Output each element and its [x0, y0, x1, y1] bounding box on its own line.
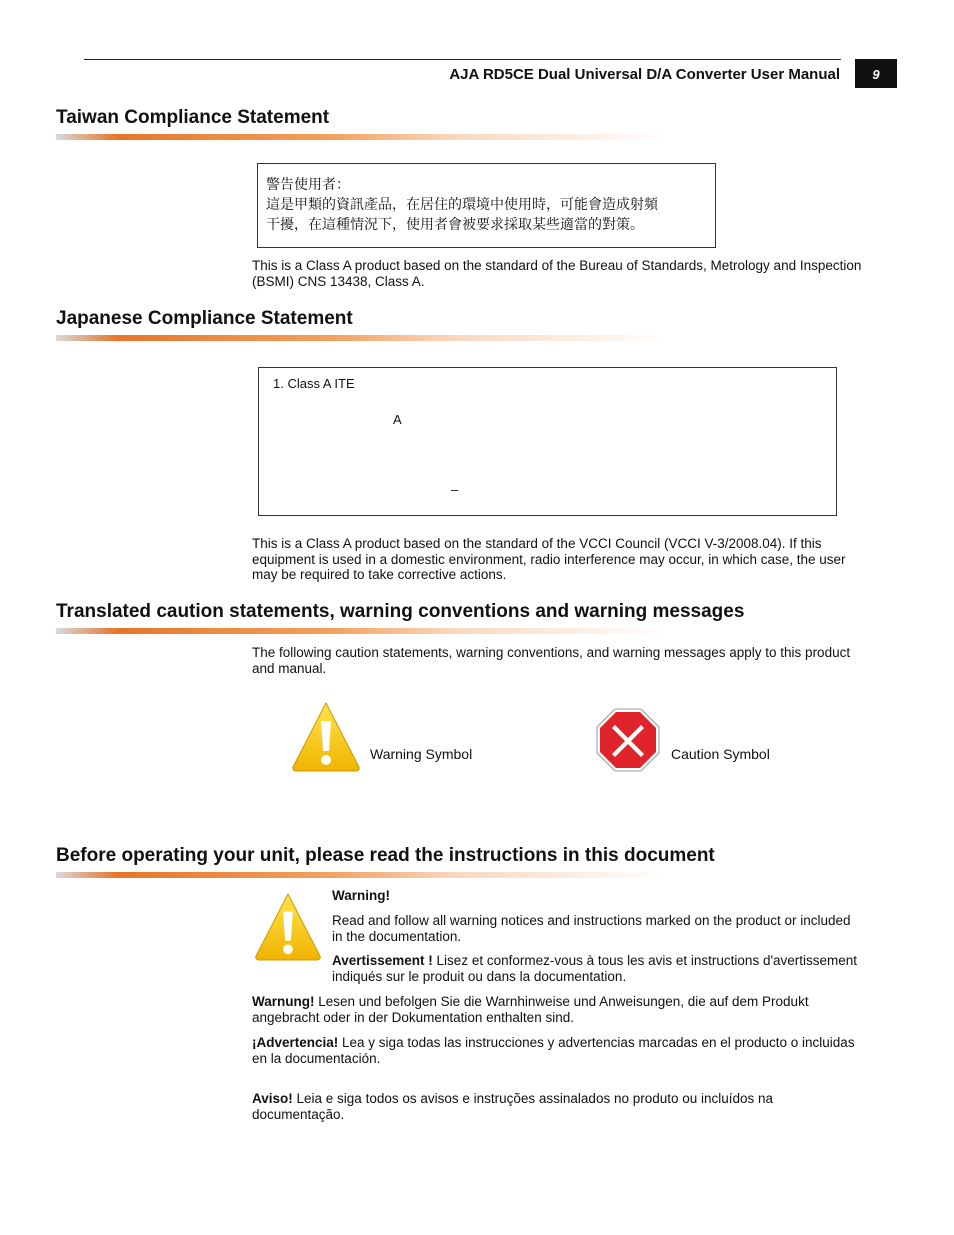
portuguese-warning-title: Aviso! — [252, 1091, 293, 1106]
french-warning-text: Lisez et conformez-vous à tous les avis et instructions d'avertissement indiqués sur le produit ou dans la documentation. — [332, 953, 858, 984]
caution-symbol-label: Caution Symbol — [671, 746, 770, 762]
heading-underline — [56, 872, 668, 878]
spanish-warning-title: ¡Advertencia! — [252, 1035, 339, 1050]
japan-box-line-2: A — [393, 412, 402, 427]
spanish-warning — [252, 1035, 864, 1066]
german-warning — [252, 994, 864, 1025]
portuguese-warning-text: Leia e siga todos os avisos e instruções assinalados no produto ou incluídos na documentação. — [252, 1091, 774, 1122]
german-warning-text: Lesen und befolgen Sie die Warnhinweise und Anweisungen, die auf dem Produkt angebracht oder in der Dokumentation enthalten sind. — [252, 994, 809, 1025]
german-warning-title: Warnung! — [252, 994, 315, 1009]
japan-box-line-1: 1. Class A ITE — [273, 376, 355, 391]
before-heading: Before operating your unit, please read the instructions in this document — [56, 845, 715, 866]
document-title: AJA RD5CE Dual Universal D/A Converter User Manual — [449, 66, 840, 83]
heading-underline — [56, 628, 668, 634]
portuguese-warning — [252, 1091, 864, 1122]
taiwan-box-line-3: 干擾，在這種情況下，使用者會被要求採取某些適當的對策。 — [266, 217, 644, 233]
warning-text: Read and follow all warning notices and instructions marked on the product or included in the documentation. — [332, 913, 851, 944]
japan-heading: Japanese Compliance Statement — [56, 308, 353, 329]
taiwan-box-line-2: 這是甲類的資訊產品，在居住的環境中使用時，可能會造成射頻 — [266, 197, 658, 213]
japan-statement-box — [258, 367, 837, 516]
japan-body-text: This is a Class A product based on the standard of the VCCI Council (VCCI V-3/2008.04). If this equipment is used in a domestic environment, radio interference may occur, in which case, the user may be required to take corrective actions. — [252, 536, 846, 582]
taiwan-box-line-1: 警告使用者： — [266, 177, 350, 193]
french-warning-title: Avertissement ! — [332, 953, 433, 968]
warning-triangle-icon — [254, 892, 322, 962]
taiwan-body-text: This is a Class A product based on the standard of the Bureau of Standards, Metrology and Inspection (BSMI) CNS 13438, Class A. — [252, 258, 862, 289]
page-number: 9 — [855, 59, 897, 88]
french-warning — [332, 953, 862, 984]
translated-body-text: The following caution statements, warning conventions, and warning messages apply to this product and manual. — [252, 645, 851, 676]
warning-title: Warning! — [332, 888, 390, 903]
heading-underline — [56, 335, 668, 341]
heading-underline — [56, 134, 668, 140]
spanish-warning-text: Lea y siga todas las instrucciones y advertencias marcadas en el producto o incluidas en la documentación. — [252, 1035, 855, 1066]
caution-octagon-icon — [596, 708, 660, 772]
taiwan-heading: Taiwan Compliance Statement — [56, 107, 330, 128]
header-rule — [84, 59, 841, 60]
warning-triangle-icon — [291, 701, 361, 773]
warning-symbol-label: Warning Symbol — [370, 746, 473, 762]
taiwan-statement-box — [257, 163, 716, 248]
japan-box-line-3: – — [451, 482, 459, 497]
translated-heading: Translated caution statements, warning conventions and warning messages — [56, 601, 745, 622]
